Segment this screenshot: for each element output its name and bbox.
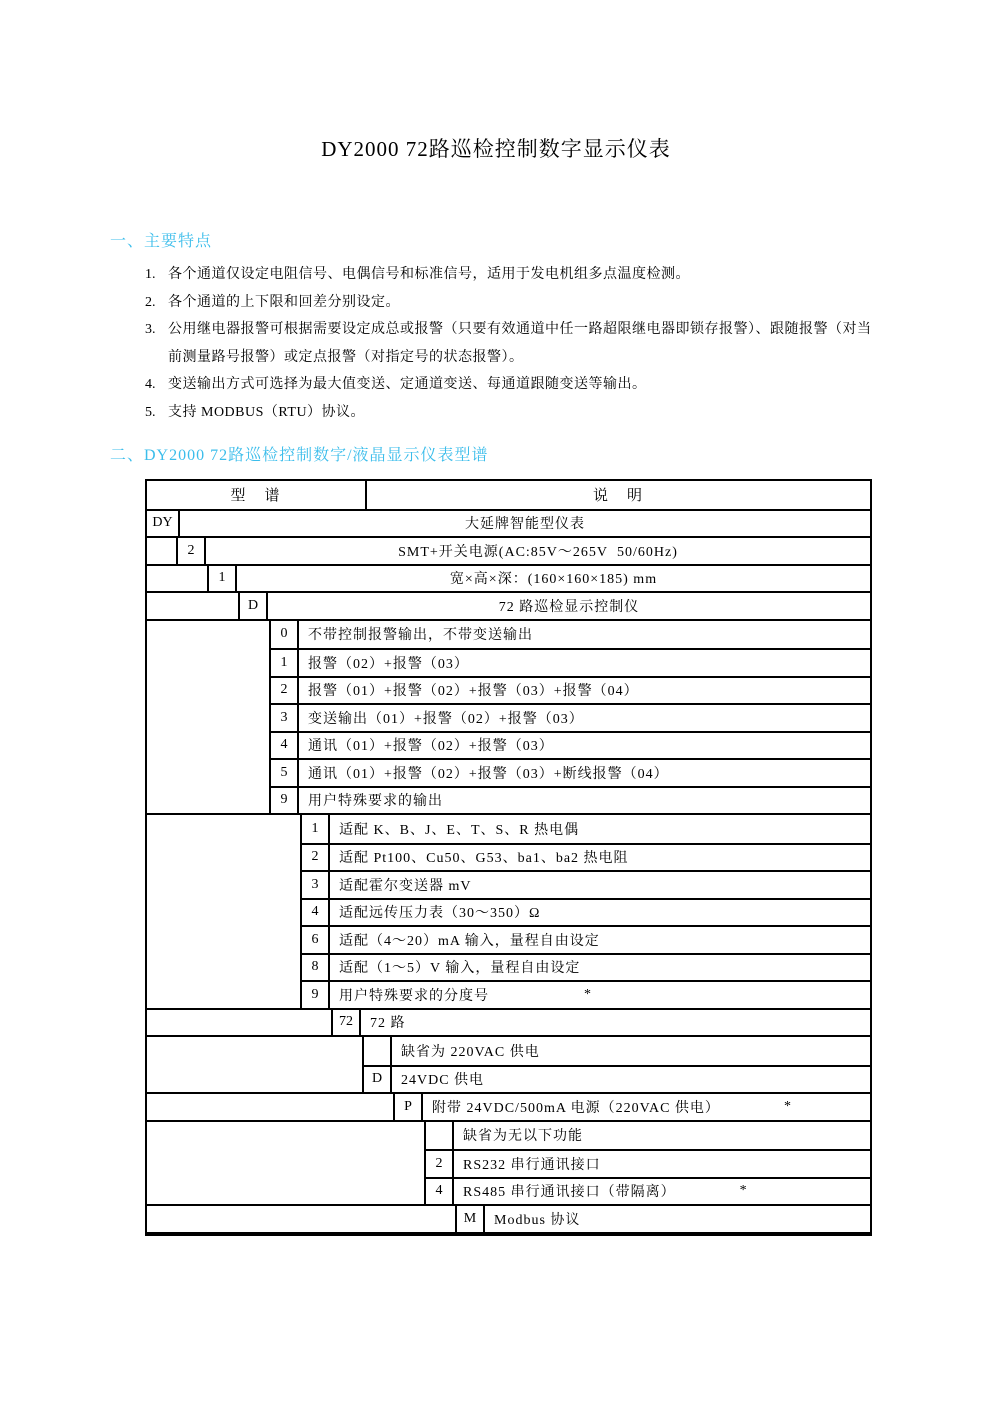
- model-desc-cell: 24VDC 供电: [401, 1073, 485, 1089]
- model-code-cell: 1: [209, 566, 237, 592]
- model-desc-cell: 宽×高×深：(160×160×185) mm: [449, 572, 658, 588]
- model-desc-cell: 报警（02）+报警（03）: [308, 656, 469, 672]
- table-header-row: [147, 481, 870, 509]
- model-code-cell: 5: [271, 760, 299, 786]
- model-desc-text: 用户特殊要求的分度号: [339, 988, 489, 1004]
- table-group-comm-options: [147, 1120, 870, 1205]
- list-item-text: 支持 MODBUS（RTU）协议。: [168, 404, 366, 420]
- table-row-type: [147, 591, 870, 619]
- model-desc-cell: 适配 Pt100、Cu50、G53、ba1、ba2 热电阻: [339, 851, 629, 867]
- list-item-number: 3.: [145, 322, 156, 337]
- model-code-cell: [426, 1122, 454, 1150]
- page-title: DY2000 72路巡检控制数字显示仪表: [321, 137, 671, 161]
- model-code-cell: 4: [302, 900, 330, 926]
- table-row: [302, 980, 870, 1008]
- model-code-cell: 0: [271, 621, 299, 649]
- table-row-power-supply: [147, 536, 870, 564]
- table-row: [271, 676, 870, 704]
- list-item-text: 变送输出方式可选择为最大值变送、定通道变送、每通道跟随变送等输出。: [168, 377, 647, 392]
- list-item-number: 5.: [145, 404, 156, 420]
- list-item-text: 各个通道的上下限和回差分别设定。: [168, 294, 400, 310]
- table-row: [271, 621, 870, 649]
- footnote-star: *: [783, 1098, 791, 1114]
- indent-spacer: [147, 593, 240, 619]
- model-desc-cell: 通讯（01）+报警（02）+报警（03）+断线报警（04）: [308, 766, 669, 782]
- indent-spacer: [147, 1037, 364, 1092]
- table-row: [271, 786, 870, 814]
- column-header-description: 说 明: [592, 488, 644, 505]
- table-row: [302, 898, 870, 926]
- table-group-outputs: [147, 619, 870, 814]
- model-code-cell: D: [240, 593, 268, 619]
- model-desc-cell: 报警（01）+报警（02）+报警（03）+报警（04）: [308, 684, 639, 700]
- table-row-aux-power: [147, 1092, 870, 1120]
- model-code-cell: 4: [271, 733, 299, 759]
- table-row: [302, 815, 870, 843]
- model-code-cell: P: [395, 1094, 423, 1120]
- model-desc-cell: SMT+开关电源(AC:85V～265V 50/60Hz): [398, 544, 678, 560]
- table-row-dimensions: [147, 564, 870, 592]
- list-item: [145, 371, 885, 399]
- column-header-model: 型 谱: [147, 481, 367, 509]
- model-code-cell: 2: [178, 538, 206, 564]
- model-code-cell: 3: [271, 705, 299, 731]
- model-desc-cell: 缺省为 220VAC 供电: [401, 1044, 540, 1060]
- indent-spacer: [147, 1010, 333, 1036]
- model-desc-cell: 大延牌智能型仪表: [465, 517, 585, 533]
- model-desc-cell: RS232 串行通讯接口: [463, 1157, 601, 1173]
- table-row: [302, 870, 870, 898]
- indent-spacer: [147, 1122, 426, 1205]
- model-desc-cell: 用户特殊要求的输出: [308, 794, 443, 810]
- indent-spacer: [147, 1206, 457, 1232]
- list-item-number: 2.: [145, 294, 156, 310]
- indent-spacer: [147, 621, 271, 814]
- model-code-cell: [364, 1037, 392, 1065]
- indent-spacer: [147, 1094, 395, 1120]
- model-code-cell: 2: [426, 1151, 454, 1177]
- table-row: [271, 648, 870, 676]
- model-desc-cell: 适配（1～5）V 输入，量程自由设定: [339, 961, 581, 977]
- table-row: [426, 1122, 870, 1150]
- model-code-cell: DY: [147, 511, 180, 537]
- table-row: [271, 731, 870, 759]
- table-row: [364, 1065, 870, 1093]
- table-row-channels: [147, 1008, 870, 1036]
- table-row: [302, 953, 870, 981]
- model-desc-cell: 适配霍尔变送器 mV: [339, 878, 472, 894]
- table-row-brand: [147, 509, 870, 537]
- list-item-number: 4.: [145, 377, 156, 392]
- table-row: [364, 1037, 870, 1065]
- indent-spacer: [147, 566, 209, 592]
- table-row-protocol: [147, 1204, 870, 1232]
- model-desc-cell: 不带控制报警输出，不带变送输出: [308, 628, 533, 644]
- model-code-cell: 1: [302, 815, 330, 843]
- table-row: [426, 1177, 870, 1205]
- model-desc-cell: 适配（4～20）mA 输入，量程自由设定: [339, 933, 600, 949]
- list-item-text: 各个通道仅设定电阻信号、电偶信号和标准信号，适用于发电机组多点温度检测。: [168, 267, 690, 282]
- model-desc-cell: 变送输出（01）+报警（02）+报警（03）: [308, 711, 584, 727]
- model-desc-cell: [330, 982, 870, 1008]
- list-item-text: 公用继电器报警可根据需要设定成总或报警（只要有效通道中任一路超限继电器即锁存报警）、跟随报警（对当前测量路号报警）或定点报警（对指定号的状态报警）。: [168, 322, 872, 365]
- model-desc-cell: 缺省为无以下功能: [463, 1129, 583, 1145]
- model-code-cell: 2: [271, 678, 299, 704]
- model-code-cell: 9: [302, 982, 330, 1008]
- model-desc-cell: 72 路: [370, 1016, 406, 1032]
- table-row: [271, 703, 870, 731]
- model-desc-cell: 适配 K、B、J、E、T、S、R 热电偶: [339, 822, 580, 838]
- table-row: [302, 843, 870, 871]
- model-code-cell: 1: [271, 650, 299, 676]
- table-group-supply-options: [147, 1035, 870, 1092]
- model-desc-text: RS485 串行通讯接口（带隔离）: [463, 1185, 676, 1201]
- model-desc-cell: [423, 1094, 870, 1120]
- model-code-cell: 2: [302, 845, 330, 871]
- feature-list: [145, 261, 885, 426]
- model-desc-text: 附带 24VDC/500mA 电源（220VAC 供电）: [432, 1100, 720, 1116]
- list-item: [145, 316, 885, 371]
- indent-spacer: [147, 815, 302, 1008]
- section-heading-spectrum: 二、DY2000 72路巡检控制数字/液晶显示仪表型谱: [110, 447, 489, 464]
- model-desc-cell: [454, 1179, 870, 1205]
- model-code-cell: 8: [302, 955, 330, 981]
- model-spectrum-table: [145, 479, 872, 1236]
- model-code-cell: 72: [333, 1010, 361, 1036]
- model-code-cell: 6: [302, 927, 330, 953]
- indent-spacer: [147, 538, 178, 564]
- footnote-star: *: [739, 1183, 747, 1199]
- model-code-cell: D: [364, 1067, 392, 1093]
- list-item: [145, 261, 885, 289]
- model-desc-cell: 通讯（01）+报警（02）+报警（03）: [308, 739, 554, 755]
- model-desc-cell: 72 路巡检显示控制仪: [498, 599, 640, 615]
- table-row: [302, 925, 870, 953]
- table-row: [426, 1149, 870, 1177]
- list-item: [145, 399, 885, 427]
- model-code-cell: 9: [271, 788, 299, 814]
- model-desc-cell: Modbus 协议: [494, 1212, 581, 1228]
- model-code-cell: M: [457, 1206, 485, 1232]
- model-code-cell: 4: [426, 1179, 454, 1205]
- model-code-cell: 3: [302, 872, 330, 898]
- model-desc-cell: 适配远传压力表（30～350）Ω: [339, 906, 541, 922]
- section-heading-features: 一、主要特点: [110, 233, 213, 250]
- list-item: [145, 289, 885, 317]
- list-item-number: 1.: [145, 267, 156, 282]
- table-row: [271, 758, 870, 786]
- table-group-inputs: [147, 813, 870, 1008]
- footnote-star: *: [584, 986, 591, 1002]
